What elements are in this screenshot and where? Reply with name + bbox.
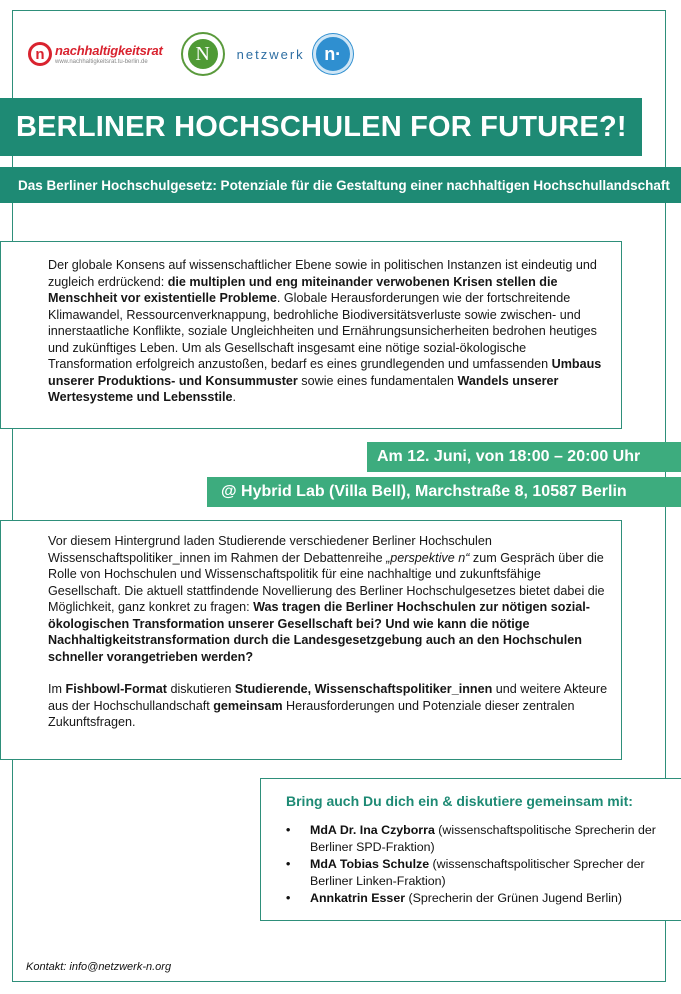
intro-bold-1: die multiplen und eng miteinander verwobenen Krisen stellen die Menschheit vor existentielle Probleme [48,274,558,305]
seal-letter: N [188,39,218,69]
intro-paragraph [48,257,611,406]
participant-desc: (wissenschaftspolitischer Sprecher der Berliner Linken-Fraktion) [310,857,645,888]
event-place: @ Hybrid Lab (Villa Bell), Marchstraße 8, 10587 Berlin [221,483,627,500]
body2-bold-3: gemeinsam [213,698,283,713]
intro-bold-3: Wandels unserer Wertesysteme und Lebensstile [48,373,559,404]
subtitle-band [0,167,681,203]
body2-text-3: und weitere Akteure aus der Hochschullandschaft [48,682,608,713]
body2-bold-1: Fishbowl-Format [65,682,167,696]
intro-text-3: sowie eines fundamentalen [297,373,458,388]
nachhaltigkeitsrat-name: nachhaltigkeitsrat [55,43,163,58]
body-paragraph-2 [48,681,611,731]
intro-bold-2: Umbaus unserer Produktions- und Konsummuster [48,357,602,388]
list-item [286,856,671,890]
intro-text-2: . Globale Herausforderungen wie der fortschreitende Klimawandel, Ressourcenverknappung, bedrohliche Biodiversitätsverluste sowie zwischen- und innerstaatliche Konflikte, soziale Ungleichheiten und Ernährungsunsicherheiten bedrohen heutiges und zukünftiges Leben. Um als Gesellschaft insgesamt eine nötige sozial-ökologische Transformation erfolgreich anzustoßen, bedarf es eines grundlegenden und umfassenden [48,291,597,371]
intro-text-4: . [232,390,237,404]
participant-name: Annkatrin Esser [310,891,406,905]
body2-bold-2: Studierende, Wissenschaftspolitiker_innen [234,682,493,696]
page-subtitle: Das Berliner Hochschulgesetz: Potenziale für die Gestaltung einer nachhaltigen Hochschullandschaft [18,177,670,193]
event-place-band [207,477,681,507]
nachhaltigkeitsrat-n-icon: n [28,42,52,66]
netzwerk-n-logo[interactable] [237,34,353,74]
nachhaltigkeitsrat-wordmark [55,43,163,65]
participant-desc: (Sprecherin der Grünen Jugend Berlin) [405,891,622,905]
body-text-1: Vor diesem Hintergrund laden Studierende verschiedener Berliner Hochschulen Wissenschaftspolitiker_innen im Rahmen der Debattenreihe [48,534,492,565]
body-box [0,520,622,760]
participant-name: MdA Dr. Ina Czyborra [310,823,435,837]
intro-box [0,241,622,429]
body-bold-1: Was tragen die Berliner Hochschulen zur nötigen sozial-ökologischen Transformation unserer Gesellschaft bei? Und wie kann die nötige Nachhaltigkeitstransformation durch die Landesgesetzgebung auch an den Hochschulen schneller vorangetrieben werden? [48,600,590,664]
intro-text-1: Der globale Konsens auf wissenschaftlicher Ebene sowie in politischen Instanzen ist eindeutig und zugleich erdrückend: [48,258,597,289]
logo-row [28,24,353,84]
nachhaltigkeitsrat-logo[interactable] [28,42,163,66]
page-title: BERLINER HOCHSCHULEN FOR FUTURE?! [16,110,627,143]
body-text-2: zum Gespräch über die Rolle von Hochschulen und Wissenschaftspolitik für eine nachhaltige und zukunftsfähige Gesellschaft. Die aktuell stattfindende Novellierung des Berliner Hochschulgesetzes bietet dabei die Möglichkeit, ganz konkret zu fragen: [48,550,605,614]
event-date: Am 12. Juni, von 18:00 – 20:00 Uhr [377,448,641,465]
list-item [286,890,671,907]
netzwerk-n-icon: n· [313,34,353,74]
participant-name: MdA Tobias Schulze [310,857,430,871]
list-item [286,822,671,856]
participants-list [286,822,671,907]
body-italic-1: „perspektive n“ [386,550,470,565]
body-paragraph-1 [48,533,611,665]
body2-text-2: diskutieren [166,682,235,696]
participants-heading: Bring auch Du dich ein & diskutiere gemeinsam mit: [286,793,633,809]
netzwerk-wordmark: netzwerk [236,46,305,62]
participants-box [260,778,681,921]
contact-info[interactable]: Kontakt: info@netzwerk-n.org [26,961,172,973]
participant-desc: (wissenschaftspolitische Sprecherin der Berliner SPD-Fraktion) [310,823,656,854]
title-band [0,98,642,156]
nachhaltigkeitsrat-url: www.nachhaltigkeitsrat.tu-berlin.de [55,59,148,65]
body2-text-1: Im [48,682,66,696]
event-date-band [367,442,681,472]
university-seal-icon [181,32,225,76]
body2-text-4: Herausforderungen und Potenziale dieser zentralen Zukunftsfragen. [48,698,575,729]
